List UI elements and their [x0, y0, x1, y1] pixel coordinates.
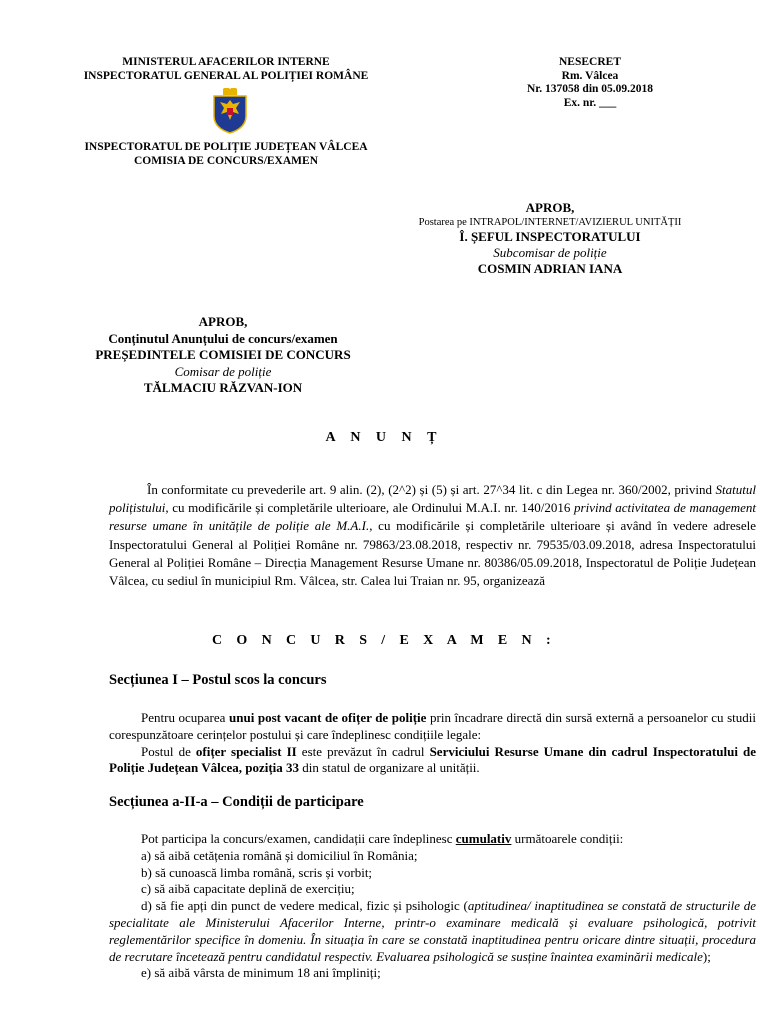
- approver-rank: Subcomisar de poliție: [493, 245, 607, 260]
- text: d) să fie apți din punct de vedere medical, fizic și psihologic (: [141, 898, 468, 914]
- section-1-paragraph-1: [109, 710, 756, 744]
- approval-commission: [58, 314, 388, 397]
- ministry-header: [60, 56, 392, 83]
- medical-note: aptitudinea/ inaptitudinea se constată de structurile de specialitate ale Ministerului Afacerilor Interne, printr-o examinare medicală și evaluare psihologică, potrivit reglementărilor specifice în domeniu. În situația în care se constată inaptitudinea pentru oricare dintre situații, procedura de recrutare încetează pentru candidatul respectiv. Evaluarea psihologică se susține înaintea examinării medicale: [109, 898, 756, 964]
- classification: NESECRET: [559, 56, 621, 68]
- conditions-intro: [109, 831, 756, 848]
- competition-title: C O N C U R S / E X A M E N :: [211, 633, 557, 648]
- posting-note: Postarea pe INTRAPOL/INTERNET/AVIZIERUL UNITĂȚII: [418, 217, 682, 228]
- text: Pot participa la concurs/examen, candidații care îndeplinesc: [141, 831, 456, 846]
- city: Rm. Vâlcea: [561, 69, 619, 82]
- approval-label: APROB,: [525, 200, 575, 215]
- intro-italic-2: privind activitatea de management resurse umane în unitățile de poliție ale M.A.I.: [109, 500, 756, 534]
- condition-d: [109, 898, 756, 965]
- romanian-police-crest-icon: [210, 88, 250, 134]
- approver-role: Î. ȘEFUL INSPECTORATULUI: [459, 229, 641, 244]
- approver-rank: Comisar de poliție: [174, 363, 272, 379]
- document-title: A N U N Ț: [325, 430, 443, 445]
- copy-number: Ex. nr. ___: [563, 96, 617, 109]
- registration-block: [505, 56, 675, 110]
- section-1-body: [109, 710, 756, 777]
- text: Pentru ocuparea: [141, 710, 229, 725]
- condition-a: a) să aibă cetățenia română și domiciliul în România;: [141, 847, 418, 863]
- inspectorate-line-2: COMISIA DE CONCURS/EXAMEN: [133, 154, 319, 167]
- ministry-line-1: MINISTERUL AFACERILOR INTERNE: [122, 56, 330, 68]
- ministry-line-2: INSPECTORATUL GENERAL AL POLIȚIEI ROMÂNE: [83, 69, 369, 82]
- text: următoarele condiții:: [511, 831, 624, 846]
- inspectorate-header: [60, 141, 392, 168]
- condition-e: e) să aibă vârsta de minimum 18 ani împliniți;: [141, 965, 381, 981]
- approval-label: APROB,: [198, 314, 248, 329]
- approval-chief: [340, 200, 760, 277]
- section-2-heading: Secțiunea a-II-a – Condiții de participare: [109, 794, 364, 810]
- section-1-paragraph-2: [109, 744, 756, 778]
- section-1-heading: Secțiunea I – Postul scos la concurs: [109, 672, 327, 688]
- text: Postul de: [141, 743, 196, 759]
- inspectorate-line-1: INSPECTORATUL DE POLIȚIE JUDEȚEAN VÂLCEA: [84, 141, 368, 153]
- approval-content: Conținutul Anunțului de concurs/examen: [108, 330, 338, 346]
- text: este prevăzut în cadrul: [296, 743, 430, 759]
- intro-text-3: , cu modificările și completările ulterioare și având în vedere adresele Inspectoratului General al Poliției Române nr. 79863/23.08.2018, respectiv nr. 79535/03.09.2018, adresa Inspectoratului General al Poliției Române – Direcția Management Resurse Umane nr. 80386/05.09.2018, Inspectoratul de Poliție Județean Vâlcea, cu sediul în municipiul Rm. Vâlcea, str. Calea lui Traian nr. 95, organizează: [109, 518, 756, 589]
- intro-italic-1: Statutul polițistului: [109, 482, 756, 516]
- intro-paragraph: [109, 481, 756, 590]
- text: );: [702, 948, 711, 964]
- approver-role: PREȘEDINTELE COMISIEI DE CONCURS: [95, 347, 351, 362]
- intro-text-1: În conformitate cu prevederile art. 9 alin. (2), (2^2) și (5) și art. 27^34 lit. c din Legea nr. 360/2002, privind: [147, 482, 716, 497]
- post-highlight: unui post vacant de ofițer de poliție: [229, 710, 427, 725]
- condition-c: c) să aibă capacitate deplină de exercițiu;: [141, 881, 355, 897]
- registration-number: Nr. 137058 din 05.09.2018: [526, 83, 654, 95]
- text: prin încadrare directă din sursă externă a persoanelor cu studii corespunzătoare cerințelor postului și care îndeplinesc condițiile legale:: [109, 710, 756, 742]
- department-highlight: Serviciului Resurse Umane din cadrul Inspectoratului de Poliție Județean Vâlcea, poziția 33: [109, 743, 756, 776]
- text: din statul de organizare al unității.: [299, 760, 480, 776]
- approver-name: COSMIN ADRIAN IANA: [477, 261, 623, 276]
- conditions-list: [109, 831, 756, 982]
- approver-name: TĂLMACIU RĂZVAN-ION: [143, 380, 303, 395]
- intro-text-2: , cu modificările și completările ulterioare, ale Ordinului M.A.I. nr. 140/2016: [165, 500, 575, 516]
- condition-b: b) să cunoască limba română, scris și vorbit;: [141, 864, 373, 880]
- position-title: ofițer specialist II: [195, 743, 297, 759]
- cumulative-emphasis: cumulativ: [455, 831, 512, 846]
